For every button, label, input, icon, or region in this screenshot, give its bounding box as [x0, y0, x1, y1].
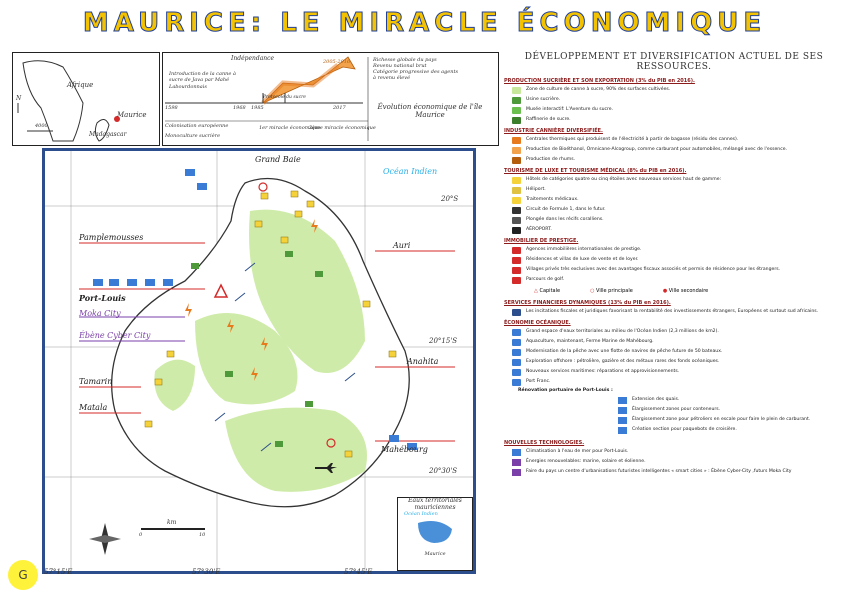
explo-icon	[512, 359, 521, 366]
place-anahita: Anahita	[407, 357, 439, 366]
place-moka: Moka City	[79, 309, 121, 318]
place-matala: Matala	[79, 403, 108, 412]
city-secondary: ● Ville secondaire	[662, 288, 709, 294]
renov-item	[618, 417, 844, 424]
arrow-label: 2005-2016	[323, 59, 351, 65]
legend-item-text: Résidences et villas de luxe de vente et de loyer.	[526, 257, 639, 263]
port-renov-icon	[618, 407, 627, 414]
tech-item	[512, 459, 844, 466]
legend-item-text: Raffinerie de sucre.	[526, 117, 571, 123]
lat-20: 20°S	[441, 195, 459, 203]
inset-box	[397, 497, 473, 571]
renov-item-text: Création section pour paquebots de croisière.	[632, 426, 737, 432]
timeline-intro: Introduction de la canne à sucre de Java par Mahé Labourdonnais	[169, 71, 236, 90]
label-madagascar: Madagascar	[89, 131, 127, 138]
evolution-text: Évolution économique de l'île Maurice	[377, 103, 483, 120]
author-seal: G	[8, 560, 38, 590]
place-ebene: Ébène Cyber City	[79, 331, 151, 340]
plant-icon	[512, 137, 521, 144]
city-legend	[534, 288, 844, 294]
place-port-louis: Port-Louis	[79, 293, 126, 303]
museum-icon	[512, 107, 521, 114]
year-1598: 1598	[165, 105, 178, 111]
legend-item-text: Parcours de golf.	[526, 277, 565, 283]
legend-item-text: Modernisation de la pêche avec une flotte de navires de pêche future de 50 bateaux.	[526, 349, 723, 355]
tech-item-text: Énergies renouvelables: marine, solaire et éolienne.	[526, 458, 646, 464]
tech-title: NOUVELLES TECHNOLOGIES.	[504, 439, 585, 446]
med-icon	[512, 197, 521, 204]
legend-item	[512, 309, 844, 316]
legend-item	[512, 267, 844, 274]
renov-item	[618, 397, 844, 404]
legend-item	[512, 117, 844, 124]
golf-icon	[512, 277, 521, 284]
locator-map	[12, 52, 160, 146]
label-afrique: Afrique	[67, 81, 94, 89]
resid-icon	[512, 257, 521, 264]
dive-icon	[512, 217, 521, 224]
legend-item-text: Héliport.	[526, 187, 546, 193]
year-1985: 1985	[251, 105, 264, 111]
legend-item	[512, 87, 844, 94]
legend-item-text: Hôtels de catégories quatre ou cinq étoiles avec nouveaux services haut de gamme:	[526, 177, 722, 183]
legend-item	[512, 247, 844, 254]
legend-item	[512, 257, 844, 264]
wind-icon	[512, 459, 521, 466]
legend-item-text: Plongée dans les récifs coralliens.	[526, 217, 604, 223]
inset-svg	[398, 517, 472, 547]
renov-item	[618, 407, 844, 414]
legend-item	[512, 197, 844, 204]
bottom-1: 1er miracle économique	[259, 125, 321, 131]
port-renov-icon	[618, 397, 627, 404]
legend-item	[512, 359, 844, 366]
legend-item	[512, 217, 844, 224]
note-1: Revenu national brut	[373, 63, 427, 69]
heli-icon	[512, 187, 521, 194]
renov-block	[518, 389, 844, 434]
legend-item-text: Circuit de Formule 1, dans le futur.	[526, 207, 606, 213]
phase-label: Protocole du sucre	[263, 95, 306, 100]
note-3: à revenu élevé	[373, 75, 411, 81]
page-title: MAURICE: LE MIRACLE ÉCONOMIQUE	[82, 8, 767, 38]
legend-section-title: IMMOBILIER DE PRESTIGE.	[504, 238, 579, 244]
note-2: Catégorie progressive des agents	[373, 69, 459, 75]
village-icon	[512, 267, 521, 274]
legend-item-text: Usine sucrière.	[526, 97, 561, 103]
scale-label: km	[167, 519, 177, 526]
africa-outline	[23, 61, 83, 141]
main-map	[42, 148, 476, 574]
legend-sections-2	[504, 300, 844, 386]
port-icon	[512, 379, 521, 386]
inset-ocean: Océan Indien	[404, 511, 438, 518]
right-notes	[373, 57, 493, 81]
place-auri: Auri	[393, 241, 411, 250]
f1-icon	[512, 207, 521, 214]
renov-items	[618, 397, 844, 434]
note-0: Richesse globale du pays	[373, 57, 437, 63]
tech-items	[504, 449, 844, 476]
field-icon	[512, 87, 521, 94]
legend-item-text: Port Franc.	[526, 379, 551, 385]
label-maurice: Maurice	[117, 111, 147, 119]
legend-section-title: SERVICES FINANCIERS DYNAMIQUES (13% du PIB en 2016).	[504, 300, 671, 306]
hotel-icon	[512, 177, 521, 184]
legend-item	[512, 187, 844, 194]
legend-item	[512, 147, 844, 154]
place-grand-baie: Grand Baie	[255, 155, 301, 164]
lon-1: 57°15'E	[44, 568, 73, 576]
scale-10: 10	[199, 532, 206, 538]
refinery-icon	[512, 117, 521, 124]
legend-item	[512, 177, 844, 184]
legend-item-text: Villages privés très exclusives avec des avantages fiscaux associés et permis de résidence pour les étrangers.	[526, 267, 781, 273]
inset-water	[418, 521, 452, 543]
tech-item	[512, 449, 844, 456]
legend-item-text: Production de Bioéthanol, Omnicane-Alcogroup, comme carburant pour automobiles, mélangé avec de l'essence.	[526, 147, 788, 153]
legend	[504, 52, 844, 592]
legend-item	[512, 339, 844, 346]
fish-icon	[512, 349, 521, 356]
sea-icon	[512, 329, 521, 336]
legend-item	[512, 107, 844, 114]
renov-item	[618, 427, 844, 434]
legend-item	[512, 329, 844, 336]
port-renov-icon	[618, 427, 627, 434]
city-capital: △ Capitale	[534, 288, 561, 294]
locator-svg	[13, 53, 159, 145]
bottom-row2: Monoculture sucrière	[165, 133, 221, 139]
lon-3: 57°45'E	[344, 568, 373, 576]
renov-item-text: Élargissement zones pour conteneurs.	[632, 406, 721, 412]
tech-item	[512, 469, 844, 476]
renov-item-text: Élargissement zone pour pétroliers en escale pour faire le plein de carburant.	[632, 416, 811, 422]
legend-item	[512, 157, 844, 164]
rum-icon	[512, 157, 521, 164]
legend-item-text: Traitements médicaux.	[526, 197, 579, 203]
fin-icon	[512, 309, 521, 316]
bottom-2: 2ème miracle économique	[309, 125, 376, 131]
legend-item-text: Centrales thermiques qui produisent de l'électricité à partir de bagasse (résidu des cannes).	[526, 137, 739, 143]
legend-item	[512, 97, 844, 104]
renov-item-text: Extension des quais.	[632, 396, 680, 402]
legend-item-text: Les incitations fiscales et juridiques favorisant la rentabilité des investissements étrangers, Européens et surtout sud africains.	[526, 309, 819, 315]
bio-icon	[512, 147, 521, 154]
legend-item	[512, 227, 844, 234]
legend-item-text: Nouveaux services maritimes: réparations et approvisionnements.	[526, 369, 680, 375]
tech-item-text: Faire du pays un centre d'urbanisations futuristes intelligentes « smart cities » : Ébène Cyber-City ,futurs Moka City	[526, 468, 792, 474]
tech-item-text: Climatisation à l'eau de mer pour Port-Louis.	[526, 448, 629, 454]
legend-item-text: Musée interactif: L'Aventure du sucre.	[526, 107, 614, 113]
legend-item-text: AÉROPORT.	[526, 227, 552, 233]
water-icon	[512, 449, 521, 456]
scale-0: 0	[139, 532, 143, 538]
legend-item	[512, 379, 844, 386]
ocean-label: Océan Indien	[383, 167, 438, 176]
north-label: N	[16, 95, 22, 102]
legend-section-title: INDUSTRIE CANNIÈRE DIVERSIFIÉE.	[504, 128, 603, 134]
city-main: ○ Ville principale	[590, 288, 633, 294]
lon-2: 57°30'E	[192, 568, 221, 576]
timeline-top: Indépendance	[231, 55, 275, 62]
inset-title: Eaux territoriales mauriciennes	[408, 497, 462, 511]
marit-icon	[512, 369, 521, 376]
city-icon	[512, 469, 521, 476]
year-2017: 2017	[333, 105, 346, 111]
legend-section-title: PRODUCTION SUCRIÈRE ET SON EXPORTATION (3% du PIB en 2016).	[504, 78, 695, 84]
legend-item-text: Agences immobilières internationales de prestige.	[526, 247, 642, 253]
legend-section-title: TOURISME DE LUXE ET TOURISME MÉDICAL (8% du PIB en 2016).	[504, 168, 687, 174]
bottom-0: Colonisation européenne	[165, 123, 229, 129]
plane-icon	[512, 227, 521, 234]
legend-item-text: Grand espace d'eaux territoriales au milieu de l'Océan Indien (2,3 millions de km2).	[526, 329, 719, 335]
lat-2015: 20°15'S	[429, 337, 458, 345]
agency-icon	[512, 247, 521, 254]
place-tamarin: Tamarin	[79, 377, 113, 386]
place-mahebourg: Mahébourg	[381, 445, 428, 454]
factory-icon	[512, 97, 521, 104]
legend-item-text: Zone de culture de canne à sucre, 90% des surfaces cultivées.	[526, 87, 671, 93]
year-1968: 1968	[233, 105, 246, 111]
renov-label: Rénovation portuaire de Port-Louis :	[518, 388, 613, 393]
legend-sections	[504, 78, 844, 284]
aqua-icon	[512, 339, 521, 346]
legend-item-text: Production de rhums.	[526, 157, 576, 163]
lat-2030: 20°30'S	[429, 467, 458, 475]
legend-item	[512, 349, 844, 356]
locator-scale-label: 4000	[35, 123, 48, 129]
legend-item-text: Exploration offshore : pétrolière, gazière et des métaux rares des fonds océaniques.	[526, 359, 720, 365]
legend-section-title: ÉCONOMIE OCÉANIQUE.	[504, 320, 571, 326]
place-pamplemousses: Pamplemousses	[79, 233, 144, 242]
legend-item	[512, 207, 844, 214]
legend-heading: DÉVELOPPEMENT ET DIVERSIFICATION ACTUEL DE SES RESSOURCES.	[524, 52, 824, 72]
legend-item	[512, 277, 844, 284]
legend-item-text: Aquaculture, maintenant, Ferme Marine de Mahébourg.	[526, 339, 654, 345]
port-renov-icon	[618, 417, 627, 424]
legend-item	[512, 369, 844, 376]
legend-item	[512, 137, 844, 144]
timeline-box	[162, 52, 499, 146]
inset-island: Maurice	[424, 551, 446, 558]
